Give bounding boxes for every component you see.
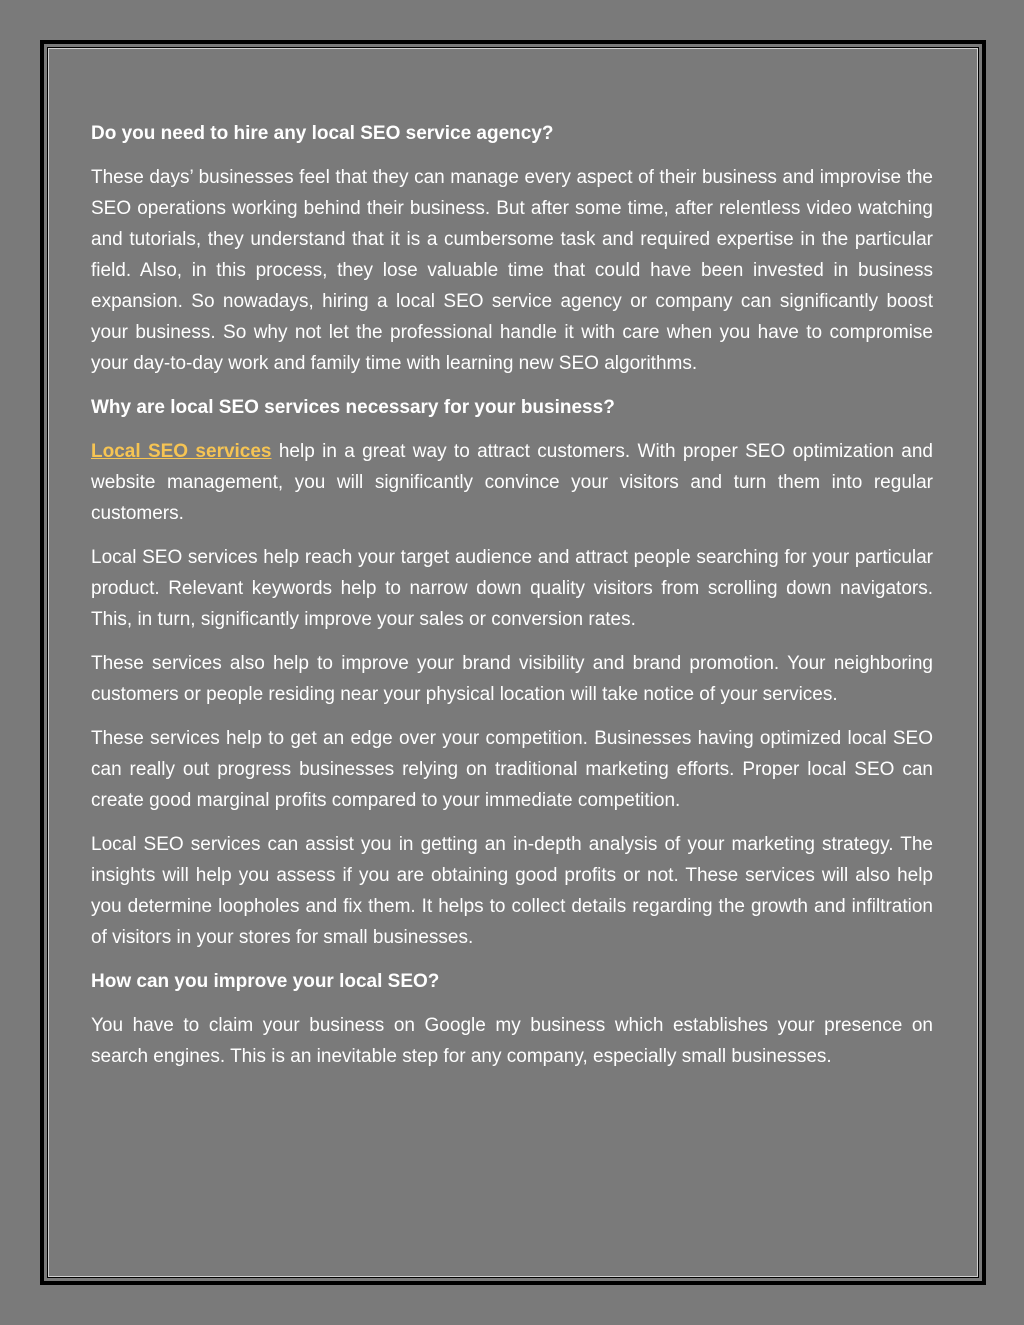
heading-improve-seo: How can you improve your local SEO?: [91, 971, 440, 992]
paragraph-brand-visibility: These services also help to improve your brand visibility and brand promotion. Your neighboring customers or people residing near your physical location will take notice of your services.: [91, 653, 933, 705]
paragraph-attract-customers: [91, 436, 933, 529]
paragraph-competition: These services help to get an edge over your competition. Businesses having optimized local SEO can really out progress businesses relying on traditional marketing efforts. Proper local SEO can create good marginal profits compared to your immediate competition.: [91, 728, 933, 811]
article-body: [91, 118, 933, 1085]
paragraph-analysis: Local SEO services can assist you in getting an in-depth analysis of your marketing strategy. The insights will help you assess if you are obtaining good profits or not. These services will also help you determine loopholes and fix them. It helps to collect details regarding the growth and infiltration of visitors in your stores for small businesses.: [91, 834, 933, 948]
paragraph-intro: These days’ businesses feel that they can manage every aspect of their business and improvise the SEO operations working behind their business. But after some time, after relentless video watching and tutorials, they understand that it is a cumbersome task and required expertise in the particular field. Also, in this process, they lose valuable time that could have been invested in business expansion. So nowadays, hiring a local SEO service agency or company can significantly boost your business. So why not let the professional handle it with care when you have to compromise your day-to-day work and family time with learning new SEO algorithms.: [91, 167, 933, 374]
paragraph-attract-customers-text: help in a great way to attract customers. With proper SEO optimization and website management, you will significantly convince your visitors and turn them into regular customers.: [91, 441, 933, 524]
paragraph-google-business: You have to claim your business on Google my business which establishes your presence on search engines. This is an inevitable step for any company, especially small businesses.: [91, 1015, 933, 1067]
heading-why-necessary: Why are local SEO services necessary for your business?: [91, 397, 615, 418]
heading-hire-agency: Do you need to hire any local SEO service agency?: [91, 123, 554, 144]
local-seo-services-link[interactable]: Local SEO services: [91, 441, 272, 462]
paragraph-target-audience: Local SEO services help reach your target audience and attract people searching for your particular product. Relevant keywords help to narrow down quality visitors from scrolling down navigators. This, in turn, significantly improve your sales or conversion rates.: [91, 547, 933, 630]
